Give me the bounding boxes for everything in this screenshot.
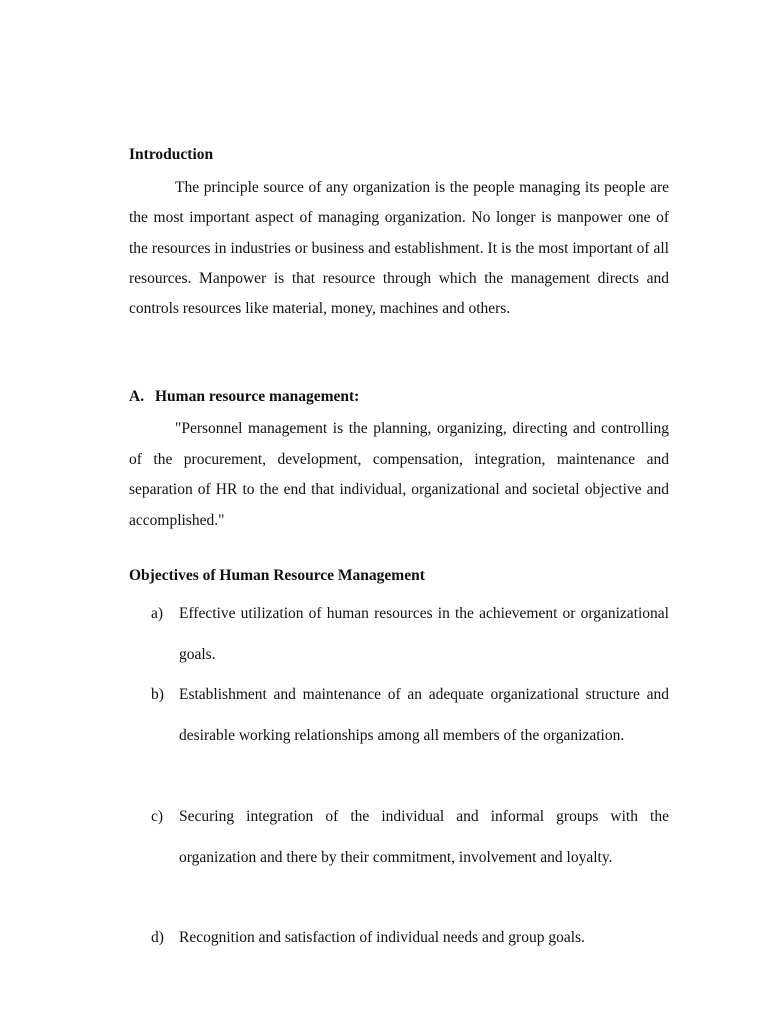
hrm-quote-text: "Personnel management is the planning, organizing, directing and controlling of the procurement, development, compensation, integration, maintenance and separation of HR to the end that individual, organizational and societal objective and accomplished." [129, 420, 669, 529]
objective-text: Recognition and satisfaction of individual needs and group goals. [179, 929, 585, 946]
list-marker: d) [151, 929, 164, 946]
list-marker: b) [151, 686, 164, 703]
section-letter: A. [129, 388, 145, 405]
introduction-heading: Introduction [129, 146, 214, 163]
objective-text: Establishment and maintenance of an adequate organizational structure and desirable working relationships among all members of the organization. [179, 686, 669, 744]
objective-text: Securing integration of the individual and informal groups with the organization and there by their commitment, involvement and loyalty. [179, 808, 669, 866]
hrm-section-heading [129, 387, 359, 407]
hrm-definition-quote [129, 414, 669, 536]
introduction-paragraph-text: The principle source of any organization is the people managing its people are the most important aspect of managing organization. No longer is manpower one of the resources in industries or business and establishment. It is the most important of all resources. Manpower is that resource through which the management directs and controls resources like material, money, machines and others. [129, 179, 669, 318]
objectives-heading: Objectives of Human Resource Management [129, 567, 425, 584]
list-marker: c) [151, 808, 164, 825]
list-marker: a) [151, 605, 164, 622]
objective-text: Effective utilization of human resources in the achievement or organizational goals. [179, 605, 669, 663]
hrm-heading-text: Human resource management: [155, 388, 360, 405]
introduction-paragraph [129, 173, 669, 324]
